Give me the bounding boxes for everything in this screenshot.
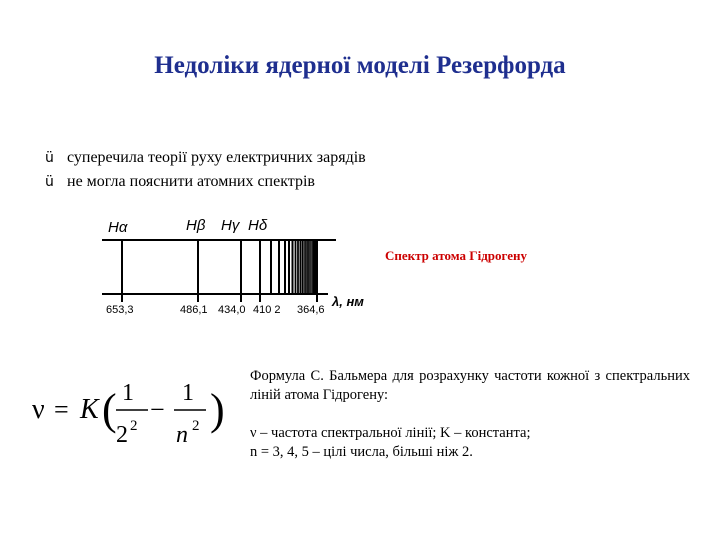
check-icon: ü: [45, 150, 54, 166]
formula-description: [250, 367, 690, 462]
hydrogen-spectrum: [100, 210, 390, 320]
h-gamma-label: Hγ: [221, 217, 240, 234]
h-beta-label: Hβ: [186, 217, 206, 234]
formula-exp2: 2: [192, 418, 200, 434]
bullet-list: [45, 146, 366, 194]
h-alpha-label: Hα: [108, 219, 128, 236]
check-icon: ü: [45, 174, 54, 190]
formula-num2: 1: [182, 380, 194, 406]
formula-exp1: 2: [130, 418, 138, 434]
wavelength-gamma: 434,0: [218, 304, 246, 316]
description-line: ν – частота спектральної лінії; K – константа;: [250, 425, 531, 441]
formula-den2: n: [176, 422, 188, 448]
description-paragraph: Формула С. Бальмера для розрахунку частоти кожної з спектральних ліній атома Гідрогену:: [250, 368, 690, 403]
formula-paren-close: ): [210, 385, 225, 434]
description-line: n = 3, 4, 5 – цілі числа, більші ніж 2.: [250, 444, 473, 460]
formula-minus: −: [150, 395, 165, 424]
h-delta-label: Hδ: [248, 217, 268, 234]
formula-num1: 1: [122, 380, 134, 406]
wavelength-beta: 486,1: [180, 304, 208, 316]
wavelength-alpha: 653,3: [106, 304, 134, 316]
formula-nu: ν: [32, 394, 45, 425]
formula-equals: =: [54, 395, 69, 424]
formula-den1: 2: [116, 422, 128, 448]
description-paragraph: [250, 424, 690, 462]
bullet-text: не могла пояснити атомних спектрів: [67, 173, 315, 190]
spectrum-caption: Спектр атома Гідрогену: [385, 248, 527, 263]
wavelength-axis-label: λ, нм: [332, 294, 364, 309]
formula-k: K: [80, 394, 99, 425]
wavelength-delta: 410 2: [253, 304, 281, 316]
formula-paren-open: (: [102, 385, 117, 434]
balmer-formula: [30, 372, 230, 452]
bullet-item: [45, 170, 366, 194]
bullet-text: суперечила теорії руху електричних зарядів: [67, 149, 366, 166]
spectral-lines: [122, 240, 317, 302]
slide-title: Недоліки ядерної моделі Резерфорда: [154, 52, 566, 79]
bullet-item: [45, 146, 366, 170]
wavelength-limit: 364,6: [297, 304, 325, 316]
